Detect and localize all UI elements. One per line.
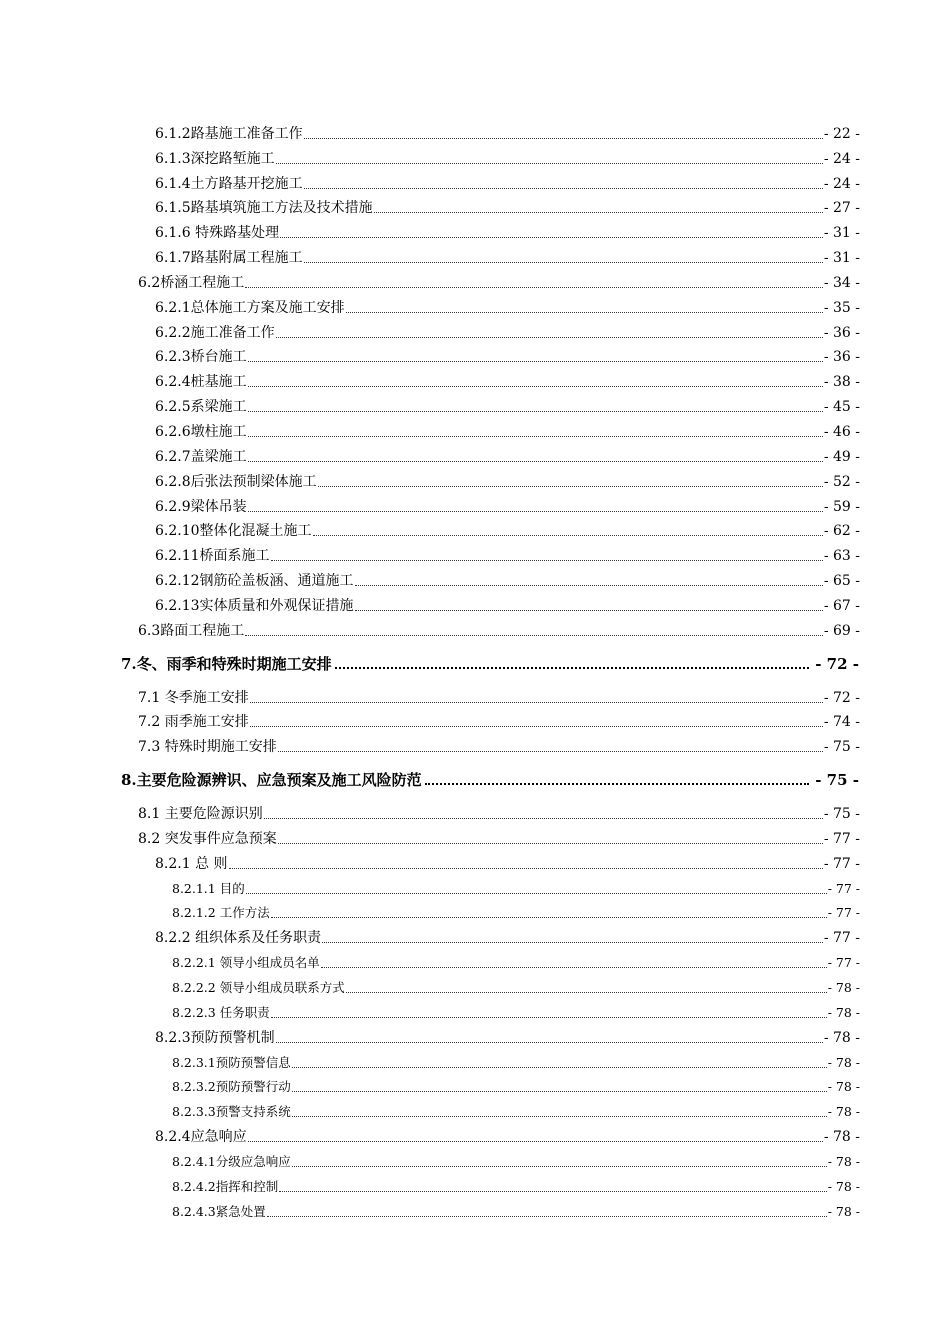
- toc-entry[interactable]: [0, 193, 860, 218]
- toc-entry-page-number: - 78 -: [827, 1178, 860, 1194]
- toc-entry-title: 8.2.2.3 任务职责: [172, 1004, 270, 1020]
- toc-entry-title: 6.1.7路基附属工程施工: [155, 250, 303, 267]
- toc-entry-title: 8.2.3.1预防预警信息: [172, 1054, 291, 1070]
- dot-leader: [355, 585, 823, 586]
- toc-entry-title: 8.2.3.3预警支持系统: [172, 1104, 291, 1120]
- toc-entry-title: 8.2 突发事件应急预案: [138, 830, 277, 847]
- toc-entry[interactable]: [0, 873, 860, 898]
- toc-entry-page-number: - 38 -: [823, 374, 860, 391]
- toc-entry[interactable]: [0, 1096, 860, 1121]
- toc-entry-page-number: - 27 -: [823, 200, 860, 217]
- toc-entry[interactable]: [0, 947, 860, 972]
- toc-entry-title: 6.2.1总体施工方案及施工安排: [155, 299, 345, 316]
- toc-entry-title: 8.1 主要危险源识别: [138, 806, 263, 823]
- toc-entry-title: 6.2.12钢筋砼盖板涵、通道施工: [155, 573, 354, 590]
- toc-entry-title: 7.冬、雨季和特殊时期施工安排: [121, 654, 332, 673]
- dot-leader: [276, 163, 823, 164]
- toc-entry-page-number: - 22 -: [823, 125, 860, 142]
- toc-entry-page-number: - 78 -: [823, 1129, 860, 1146]
- toc-entry[interactable]: [0, 242, 860, 267]
- dot-leader: [321, 967, 827, 968]
- dot-leader: [304, 188, 823, 189]
- toc-entry[interactable]: [0, 707, 860, 732]
- toc-entry[interactable]: [0, 615, 860, 640]
- toc-entry-page-number: - 78 -: [827, 1104, 860, 1120]
- toc-entry[interactable]: [0, 682, 860, 707]
- toc-entry-page-number: - 49 -: [823, 448, 860, 465]
- dot-leader: [245, 287, 823, 288]
- dot-leader: [250, 702, 823, 703]
- toc-entry-page-number: - 78 -: [827, 1004, 860, 1020]
- toc-entry-page-number: - 31 -: [823, 225, 860, 242]
- toc-entry-title: 6.1.6 特殊路基处理: [155, 225, 280, 242]
- dot-leader: [278, 751, 823, 752]
- toc-entry-title: 6.1.3深挖路堑施工: [155, 150, 275, 167]
- toc-entry-title: 7.3 特殊时期施工安排: [138, 739, 277, 756]
- dot-leader: [248, 461, 823, 462]
- toc-entry[interactable]: [0, 416, 860, 441]
- toc-entry[interactable]: [0, 168, 860, 193]
- dot-leader: [292, 1116, 827, 1117]
- dot-leader: [271, 560, 823, 561]
- toc-entry-page-number: - 77 -: [827, 880, 860, 896]
- dot-leader: [335, 667, 810, 669]
- toc-entry-title: 6.2.5系梁施工: [155, 399, 247, 416]
- dot-leader: [374, 212, 823, 213]
- toc-entry[interactable]: [0, 848, 860, 873]
- toc-entry[interactable]: [0, 898, 860, 923]
- toc-chapter-entry[interactable]: [0, 765, 859, 789]
- dot-leader: [248, 361, 823, 362]
- toc-entry[interactable]: [0, 366, 860, 391]
- toc-entry[interactable]: [0, 466, 860, 491]
- toc-entry-page-number: - 65 -: [823, 573, 860, 590]
- toc-entry[interactable]: [0, 516, 860, 541]
- toc-entry-page-number: - 75 -: [823, 806, 860, 823]
- toc-entry-title: 6.2.7盖梁施工: [155, 448, 247, 465]
- toc-entry-page-number: - 52 -: [823, 473, 860, 490]
- toc-entry-page-number: - 75 -: [815, 771, 859, 790]
- toc-entry-title: 8.主要危险源辨识、应急预案及施工风险防范: [121, 771, 422, 790]
- dot-leader: [278, 843, 823, 844]
- toc-entry-page-number: - 63 -: [823, 548, 860, 565]
- dot-leader: [248, 386, 823, 387]
- toc-entry[interactable]: [0, 491, 860, 516]
- toc-entry[interactable]: [0, 1146, 860, 1171]
- toc-entry-title: 8.2.3预防预警机制: [155, 1029, 275, 1046]
- toc-entry[interactable]: [0, 540, 860, 565]
- dot-leader: [279, 1191, 826, 1192]
- dot-leader: [346, 312, 823, 313]
- toc-entry-title: 6.2.9梁体吊装: [155, 498, 247, 515]
- dot-leader: [292, 1067, 827, 1068]
- toc-entry[interactable]: [0, 1022, 860, 1047]
- toc-entry-title: 8.2.2.1 领导小组成员名单: [172, 955, 320, 971]
- toc-entry-page-number: - 36 -: [823, 349, 860, 366]
- toc-entry-title: 6.2.11桥面系施工: [155, 548, 270, 565]
- toc-entry[interactable]: [0, 143, 860, 168]
- toc-entry-page-number: - 74 -: [823, 714, 860, 731]
- dot-leader: [267, 1216, 827, 1217]
- toc-entry-page-number: - 59 -: [823, 498, 860, 515]
- dot-leader: [250, 726, 823, 727]
- dot-leader: [318, 486, 823, 487]
- toc-entry[interactable]: [0, 590, 860, 615]
- toc-entry-title: 6.2.8后张法预制梁体施工: [155, 473, 317, 490]
- toc-entry-page-number: - 77 -: [823, 830, 860, 847]
- toc-entry[interactable]: [0, 823, 860, 848]
- toc-entry-title: 6.2.2施工准备工作: [155, 324, 275, 341]
- toc-entry-page-number: - 77 -: [827, 905, 860, 921]
- toc-entry-page-number: - 62 -: [823, 523, 860, 540]
- toc-entry-title: 6.1.2路基施工准备工作: [155, 125, 303, 142]
- dot-leader: [248, 436, 823, 437]
- toc-entry-title: 6.2.3桥台施工: [155, 349, 247, 366]
- toc-entry-title: 8.2.3.2预防预警行动: [172, 1079, 291, 1095]
- dot-leader: [271, 917, 827, 918]
- toc-entry-page-number: - 72 -: [815, 654, 859, 673]
- toc-entry-page-number: - 46 -: [823, 423, 860, 440]
- dot-leader: [264, 818, 823, 819]
- dot-leader: [280, 237, 823, 238]
- toc-entry-page-number: - 78 -: [827, 980, 860, 995]
- toc-entry-page-number: - 45 -: [823, 399, 860, 416]
- dot-leader: [355, 610, 823, 611]
- dot-leader: [292, 1091, 827, 1092]
- toc-entry-page-number: - 24 -: [823, 175, 860, 192]
- table-of-contents: [0, 118, 950, 1221]
- toc-entry[interactable]: [0, 1047, 860, 1072]
- toc-entry-page-number: - 75 -: [823, 739, 860, 756]
- dot-leader: [322, 942, 823, 943]
- dot-leader: [292, 1166, 827, 1167]
- toc-entry-page-number: - 31 -: [823, 250, 860, 267]
- toc-entry-title: 6.2.6墩柱施工: [155, 423, 247, 440]
- toc-entry-title: 8.2.4.3紧急处置: [172, 1203, 266, 1219]
- toc-entry[interactable]: [0, 1171, 860, 1196]
- toc-entry[interactable]: [0, 731, 860, 756]
- toc-entry-title: 6.2.13实体质量和外观保证措施: [155, 597, 354, 614]
- toc-entry[interactable]: [0, 798, 860, 823]
- toc-entry-page-number: - 78 -: [823, 1029, 860, 1046]
- toc-entry-title: 8.2.1.2 工作方法: [172, 905, 270, 921]
- dot-leader: [304, 262, 823, 263]
- toc-chapter-entry[interactable]: [0, 649, 859, 673]
- toc-entry-title: 8.2.2 组织体系及任务职责: [155, 930, 322, 947]
- toc-entry-page-number: - 69 -: [823, 622, 860, 639]
- toc-entry[interactable]: [0, 922, 860, 947]
- dot-leader: [248, 411, 823, 412]
- toc-entry[interactable]: [0, 972, 860, 997]
- toc-entry[interactable]: [0, 342, 860, 367]
- toc-entry[interactable]: [0, 391, 860, 416]
- toc-entry-page-number: - 24 -: [823, 150, 860, 167]
- toc-entry-page-number: - 78 -: [827, 1153, 860, 1169]
- toc-entry-page-number: - 67 -: [823, 597, 860, 614]
- toc-entry[interactable]: [0, 565, 860, 590]
- toc-entry-page-number: - 77 -: [823, 930, 860, 947]
- dot-leader: [248, 511, 823, 512]
- toc-entry-page-number: - 78 -: [827, 1054, 860, 1070]
- toc-entry-title: 6.2.10整体化混凝土施工: [155, 523, 312, 540]
- toc-entry-title: 6.2桥涵工程施工: [138, 274, 245, 291]
- toc-entry-page-number: - 77 -: [827, 955, 860, 971]
- toc-entry-title: 6.1.4土方路基开挖施工: [155, 175, 303, 192]
- dot-leader: [276, 1042, 823, 1043]
- toc-entry-title: 6.3路面工程施工: [138, 622, 245, 639]
- toc-entry-title: 8.2.2.2 领导小组成员联系方式: [172, 980, 345, 995]
- toc-entry-page-number: - 34 -: [823, 274, 860, 291]
- dot-leader: [276, 337, 823, 338]
- toc-entry[interactable]: [0, 217, 860, 242]
- toc-entry[interactable]: [0, 1072, 860, 1097]
- toc-entry-title: 8.2.4.2指挥和控制: [172, 1178, 279, 1194]
- toc-entry-page-number: - 72 -: [823, 689, 860, 706]
- toc-entry-title: 6.1.5路基填筑施工方法及技术措施: [155, 200, 373, 217]
- toc-entry[interactable]: [0, 317, 860, 342]
- dot-leader: [246, 893, 827, 894]
- dot-leader: [229, 868, 823, 869]
- dot-leader: [425, 783, 810, 785]
- toc-entry-page-number: - 78 -: [827, 1203, 860, 1219]
- toc-entry[interactable]: [0, 1121, 860, 1146]
- dot-leader: [304, 138, 823, 139]
- dot-leader: [248, 1141, 823, 1142]
- toc-entry-title: 8.2.1 总 则: [155, 855, 228, 872]
- dot-leader: [346, 992, 827, 993]
- toc-entry-title: 8.2.4应急响应: [155, 1129, 247, 1146]
- toc-entry-page-number: - 78 -: [827, 1079, 860, 1095]
- toc-entry-page-number: - 36 -: [823, 324, 860, 341]
- toc-entry-title: 8.2.4.1分级应急响应: [172, 1153, 291, 1169]
- dot-leader: [313, 535, 823, 536]
- toc-entry-title: 7.2 雨季施工安排: [138, 714, 249, 731]
- toc-entry-page-number: - 35 -: [823, 299, 860, 316]
- toc-entry[interactable]: [0, 292, 860, 317]
- toc-entry-title: 6.2.4桩基施工: [155, 374, 247, 391]
- dot-leader: [245, 635, 823, 636]
- toc-entry-title: 8.2.1.1 目的: [172, 880, 245, 896]
- toc-entry[interactable]: [0, 267, 860, 292]
- toc-entry[interactable]: [0, 118, 860, 143]
- toc-entry[interactable]: [0, 441, 860, 466]
- toc-entry-page-number: - 77 -: [823, 855, 860, 872]
- toc-entry[interactable]: [0, 1196, 860, 1221]
- dot-leader: [271, 1017, 827, 1018]
- toc-entry-title: 7.1 冬季施工安排: [138, 689, 249, 706]
- toc-entry[interactable]: [0, 997, 860, 1022]
